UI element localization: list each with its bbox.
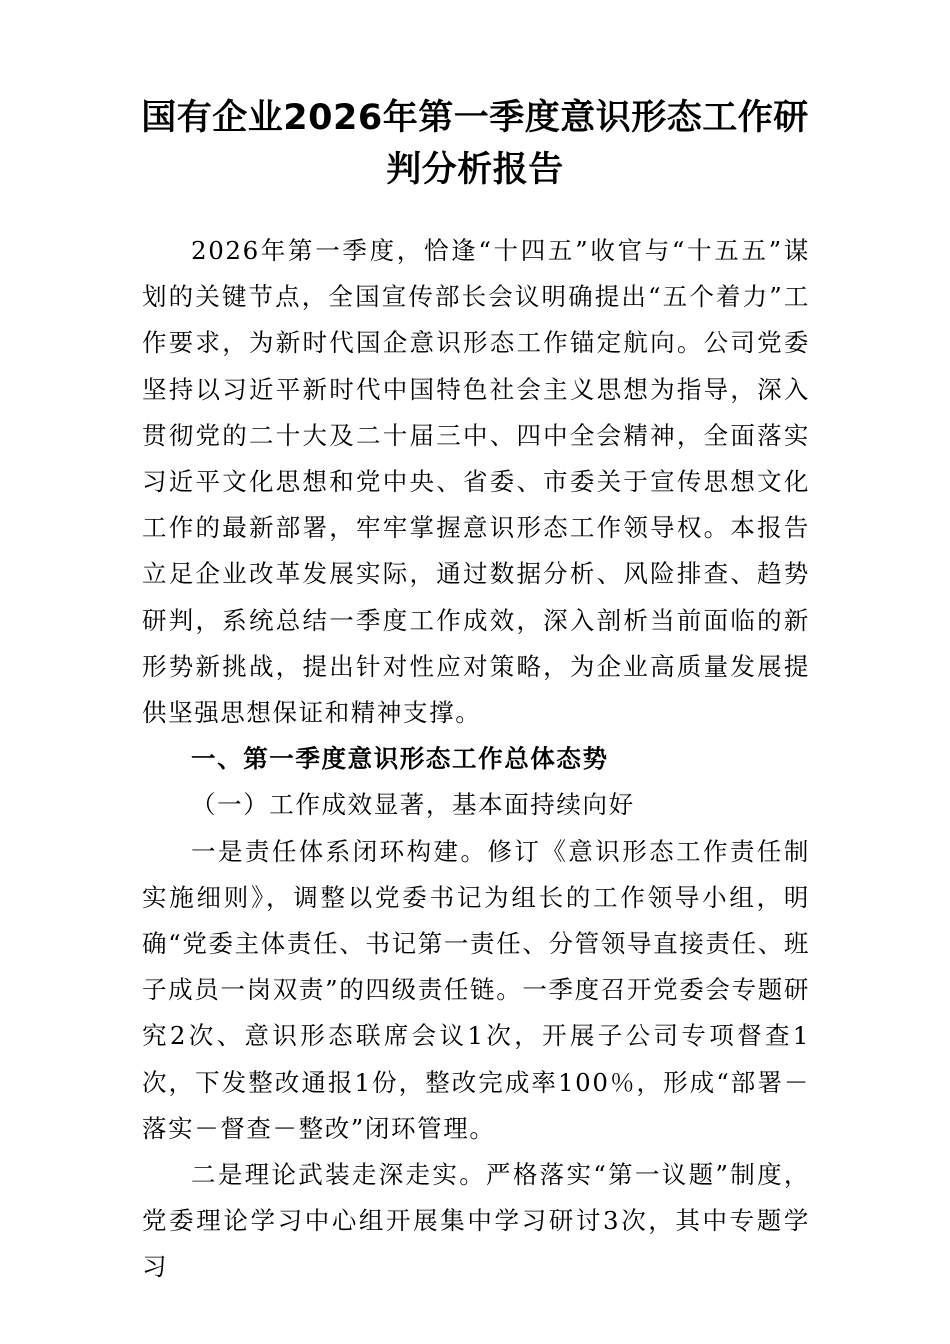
document-body	[142, 228, 810, 1291]
subsection-heading: （一）工作成效显著，基本面持续向好	[191, 790, 635, 820]
section-heading: 一、第一季度意识形态工作总体态势	[191, 744, 609, 774]
intro-paragraph: 2026年第一季度，恰逢“十四五”收官与“十五五”谋划的关键节点，全国宣传部长会议明确提出“五个着力”工作要求，为新时代国企意识形态工作锚定航向。公司党委坚持以习近平新时代中国特色社会主义思想为指导，深入贯彻党的二十大及二十届三中、四中全会精神，全面落实习近平文化思想和党中央、省委、市委关于宣传思想文化工作的最新部署，牢牢掌握意识形态工作领导权。本报告立足企业改革发展实际，通过数据分析、风险排查、趋势研判，系统总结一季度工作成效，深入剖析当前面临的新形势新挑战，提出针对性应对策略，为企业高质量发展提供坚强思想保证和精神支撑。	[142, 236, 810, 728]
document-title: 国有企业2026年第一季度意识形态工作研判分析报告	[141, 98, 809, 190]
body-paragraph-responsibility: 一是责任体系闭环构建。修订《意识形态工作责任制实施细则》，调整以党委书记为组长的工作领导小组，明确“党委主体责任、书记第一责任、分管领导直接责任、班子成员一岗双责”的四级责任链。一季度召开党委会专题研究2次、意识形态联席会议1次，开展子公司专项督查1次，下发整改通报1份，整改完成率100％，形成“部署－落实－督查－整改”闭环管理。	[142, 836, 810, 1143]
body-paragraph-theory: 二是理论武装走深走实。严格落实“第一议题”制度，党委理论学习中心组开展集中学习研讨3次，其中专题学习	[142, 1160, 810, 1282]
